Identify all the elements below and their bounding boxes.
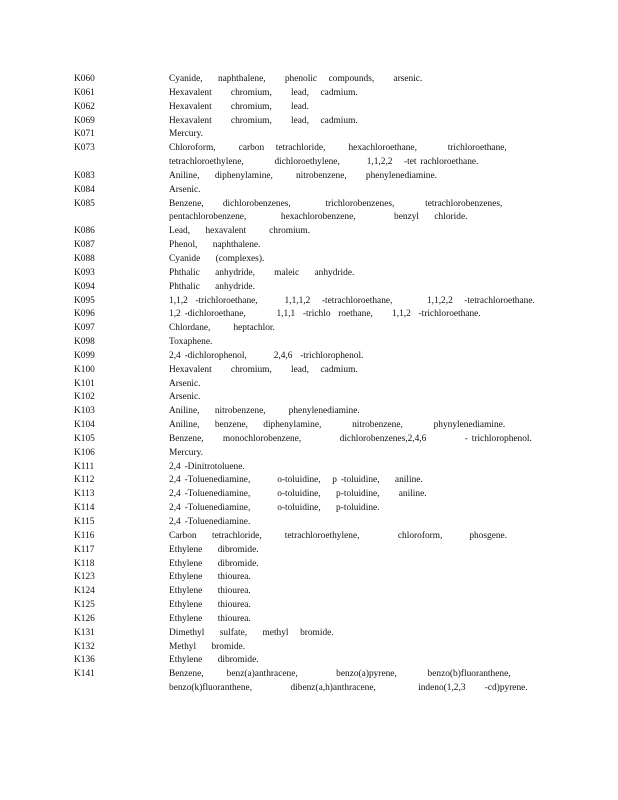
waste-code: K096 — [74, 309, 95, 320]
table-row — [74, 474, 544, 488]
table-row — [74, 336, 544, 350]
table-row — [74, 530, 544, 544]
waste-code: K102 — [74, 392, 95, 403]
table-row — [74, 281, 544, 295]
waste-code: K132 — [74, 641, 95, 652]
hazardous-constituents — [169, 267, 544, 281]
hazardous-constituents — [169, 599, 544, 613]
hazardous-constituents — [169, 447, 544, 461]
hazardous-constituents — [169, 281, 544, 295]
constituent-line: Ethylene dibromide. — [169, 558, 259, 569]
waste-code: K124 — [74, 586, 95, 597]
waste-code: K061 — [74, 87, 95, 98]
hazardous-constituents — [169, 142, 544, 170]
constituent-line: 2,4 -Toluenediamine, o-toluidine, p -toluidine, aniline. — [169, 475, 423, 486]
table-row — [74, 87, 544, 101]
waste-code: K099 — [74, 350, 95, 361]
waste-code: K113 — [74, 489, 95, 500]
table-row — [74, 585, 544, 599]
hazardous-constituents — [169, 184, 544, 198]
hazardous-constituents — [169, 73, 544, 87]
constituent-line: Chloroform, carbon tetrachloride, hexachloroethane, trichloroethane, — [169, 143, 507, 154]
waste-code: K104 — [74, 420, 95, 431]
hazardous-constituents — [169, 378, 544, 392]
constituent-line: Ethylene dibromide. — [169, 544, 259, 555]
constituent-line: Benzene, monochlorobenzene, dichlorobenzenes,2,4,6 - trichlorophenol. — [169, 433, 532, 444]
constituent-line: benzo(k)fluoranthene, dibenz(a,h)anthracene, indeno(1,2,3 -cd)pyrene. — [169, 683, 528, 694]
constituent-line: Benzene, dichlorobenzenes, trichlorobenzenes, tetrachlorobenzenes, — [169, 198, 503, 209]
hazardous-constituents — [169, 641, 544, 655]
table-row — [74, 115, 544, 129]
hazardous-constituents — [169, 115, 544, 129]
table-row — [74, 308, 544, 322]
hazardous-constituents — [169, 391, 544, 405]
hazardous-constituents — [169, 668, 544, 696]
constituent-line: Aniline, benzene, diphenylamine, nitrobenzene, phynylenediamine. — [169, 420, 506, 431]
table-row — [74, 488, 544, 502]
waste-code: K095 — [74, 295, 95, 306]
waste-code: K131 — [74, 627, 95, 638]
constituent-line: Mercury. — [169, 447, 204, 458]
waste-code: K117 — [74, 544, 95, 555]
constituent-line: Ethylene thiourea. — [169, 572, 251, 583]
table-row — [74, 142, 544, 170]
table-row — [74, 267, 544, 281]
hazardous-constituents — [169, 558, 544, 572]
waste-code: K106 — [74, 447, 95, 458]
constituent-line: Ethylene dibromide. — [169, 655, 259, 666]
constituent-line: Ethylene thiourea. — [169, 613, 251, 624]
hazardous-constituents — [169, 322, 544, 336]
waste-code: K084 — [74, 184, 95, 195]
table-row — [74, 516, 544, 530]
waste-code: K125 — [74, 600, 95, 611]
table-row — [74, 571, 544, 585]
constituent-line: 2,4 -Toluenediamine. — [169, 517, 251, 527]
table-row — [74, 433, 544, 447]
waste-code: K112 — [74, 475, 95, 486]
hazardous-constituents — [169, 419, 544, 433]
table-row — [74, 641, 544, 655]
constituent-line: Ethylene thiourea. — [169, 586, 251, 597]
constituent-line: Aniline, nitrobenzene, phenylenediamine. — [169, 406, 360, 417]
constituent-line: Phenol, naphthalene. — [169, 240, 261, 251]
table-row — [74, 364, 544, 378]
constituent-line: Lead, hexavalent chromium. — [169, 226, 310, 237]
constituent-line: 2,4 -Dinitrotoluene. — [169, 461, 245, 472]
waste-code: K094 — [74, 281, 95, 292]
waste-code: K087 — [74, 240, 95, 251]
waste-code: K073 — [74, 143, 95, 154]
table-row — [74, 170, 544, 184]
table-row — [74, 253, 544, 267]
waste-code: K083 — [74, 170, 95, 181]
waste-code: K088 — [74, 253, 95, 264]
constituent-line: tetrachloroethylene, dichloroethylene, 1,1,2,2 -tet rachloroethane. — [169, 157, 479, 168]
constituent-line: pentachlorobenzene, hexachlorobenzene, benzyl chloride. — [169, 212, 468, 223]
hazardous-constituents — [169, 225, 544, 239]
hazardous-constituents — [169, 654, 544, 668]
waste-code-table — [74, 73, 544, 696]
table-row — [74, 128, 544, 142]
constituent-line: Phthalic anhydride. — [169, 281, 255, 292]
table-row — [74, 184, 544, 198]
constituent-line: Hexavalent chromium, lead. — [169, 101, 309, 112]
hazardous-constituents — [169, 530, 544, 544]
hazardous-constituents — [169, 461, 544, 475]
hazardous-constituents — [169, 613, 544, 627]
hazardous-constituents — [169, 585, 544, 599]
hazardous-constituents — [169, 198, 544, 226]
hazardous-constituents — [169, 170, 544, 184]
constituent-line: Hexavalent chromium, lead, cadmium. — [169, 87, 358, 98]
table-row — [74, 101, 544, 115]
waste-code: K086 — [74, 226, 95, 237]
waste-code: K060 — [74, 74, 95, 84]
constituent-line: Toxaphene. — [169, 337, 213, 348]
hazardous-constituents — [169, 128, 544, 142]
waste-code: K097 — [74, 323, 95, 334]
waste-code: K103 — [74, 406, 95, 417]
table-row — [74, 405, 544, 419]
hazardous-constituents — [169, 364, 544, 378]
constituent-line: Ethylene thiourea. — [169, 600, 251, 611]
hazardous-constituents — [169, 405, 544, 419]
constituent-line: Aniline, diphenylamine, nitrobenzene, phenylenediamine. — [169, 170, 438, 181]
hazardous-constituents — [169, 502, 544, 516]
waste-code: K111 — [74, 461, 95, 472]
waste-code: K093 — [74, 267, 95, 278]
table-row — [74, 225, 544, 239]
constituent-line: Cyanide (complexes). — [169, 253, 265, 264]
hazardous-constituents — [169, 627, 544, 641]
table-row — [74, 350, 544, 364]
hazardous-constituents — [169, 87, 544, 101]
waste-code: K071 — [74, 129, 95, 140]
constituent-line: Arsenic. — [169, 184, 201, 195]
table-row — [74, 502, 544, 516]
waste-code: K141 — [74, 669, 95, 680]
waste-code: K118 — [74, 558, 95, 569]
constituent-line: Benzene, benz(a)anthracene, benzo(a)pyrene, benzo(b)fluoranthene, — [169, 669, 511, 680]
constituent-line: Dimethyl sulfate, methyl bromide. — [169, 627, 334, 638]
table-row — [74, 654, 544, 668]
hazardous-constituents — [169, 239, 544, 253]
constituent-line: Phthalic anhydride, maleic anhydride. — [169, 267, 355, 278]
constituent-line: 2,4 -Toluenediamine, o-toluidine, p-toluidine, aniline. — [169, 489, 427, 500]
constituent-line: Arsenic. — [169, 392, 201, 403]
waste-code: K101 — [74, 378, 95, 389]
table-row — [74, 668, 544, 696]
table-row — [74, 378, 544, 392]
constituent-line: Hexavalent chromium, lead, cadmium. — [169, 115, 358, 126]
waste-code: K098 — [74, 337, 95, 348]
table-row — [74, 613, 544, 627]
constituent-line: Methyl bromide. — [169, 641, 246, 652]
waste-code: K069 — [74, 115, 95, 126]
hazardous-constituents — [169, 571, 544, 585]
hazardous-constituents — [169, 308, 544, 322]
constituent-line: Mercury. — [169, 129, 204, 140]
hazardous-constituents — [169, 516, 544, 530]
waste-code: K115 — [74, 517, 95, 527]
waste-code: K136 — [74, 655, 95, 666]
hazardous-constituents — [169, 253, 544, 267]
hazardous-constituents — [169, 101, 544, 115]
waste-code: K116 — [74, 530, 95, 541]
constituent-line: 1,2 -dichloroethane, 1,1,1 -trichlo roethane, 1,1,2 -trichloroethane. — [169, 309, 481, 320]
table-row — [74, 322, 544, 336]
table-row — [74, 391, 544, 405]
hazardous-constituents — [169, 433, 544, 447]
waste-code: K126 — [74, 613, 95, 624]
constituent-line: Chlordane, heptachlor. — [169, 323, 275, 334]
table-row — [74, 558, 544, 572]
waste-code: K062 — [74, 101, 95, 112]
table-row — [74, 544, 544, 558]
table-row — [74, 461, 544, 475]
hazardous-constituents — [169, 488, 544, 502]
constituent-line: 1,1,2 -trichloroethane, 1,1,1,2 -tetrachloroethane, 1,1,2,2 -tetrachloroethane. — [169, 295, 535, 306]
table-row — [74, 295, 544, 309]
table-row — [74, 239, 544, 253]
hazardous-constituents — [169, 295, 544, 309]
table-row — [74, 627, 544, 641]
waste-code: K085 — [74, 198, 95, 209]
table-row — [74, 447, 544, 461]
table-row — [74, 198, 544, 226]
hazardous-constituents — [169, 336, 544, 350]
table-row — [74, 419, 544, 433]
constituent-line: Carbon tetrachloride, tetrachloroethylene, chloroform, phosgene. — [169, 530, 508, 541]
constituent-line: Hexavalent chromium, lead, cadmium. — [169, 364, 358, 375]
hazardous-constituents — [169, 474, 544, 488]
constituent-line: 2,4 -dichlorophenol, 2,4,6 -trichlorophenol. — [169, 350, 364, 361]
waste-code: K100 — [74, 364, 95, 375]
table-row — [74, 599, 544, 613]
hazardous-constituents — [169, 350, 544, 364]
waste-code: K105 — [74, 433, 95, 444]
table-row — [74, 73, 544, 87]
hazardous-constituents — [169, 544, 544, 558]
constituent-line: Arsenic. — [169, 378, 201, 389]
constituent-line: 2,4 -Toluenediamine, o-toluidine, p-toluidine. — [169, 503, 380, 514]
constituent-line: Cyanide, naphthalene, phenolic compounds, arsenic. — [169, 74, 423, 84]
waste-code: K123 — [74, 572, 95, 583]
waste-code: K114 — [74, 503, 95, 514]
